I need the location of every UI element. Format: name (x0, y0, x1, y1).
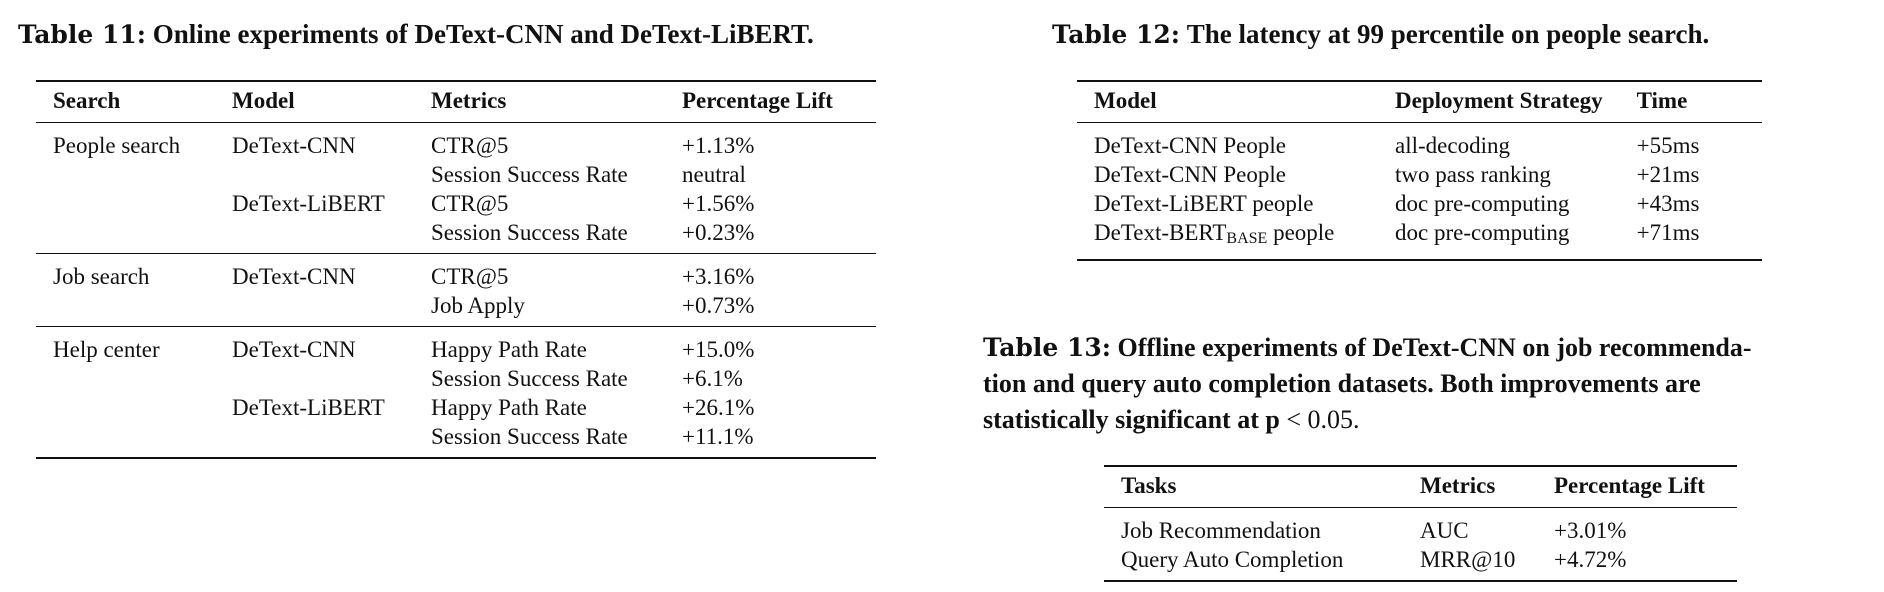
table-row (36, 160, 876, 189)
metric-cell: Session Success Rate (414, 218, 665, 254)
lift-cell: +1.56% (682, 191, 755, 216)
time-cell: +21ms (1636, 162, 1700, 187)
table-row (36, 422, 876, 458)
task-cell: Query Auto Completion (1104, 545, 1403, 581)
table11-header-search: Search (36, 81, 215, 123)
search-cell: Job search (53, 264, 150, 289)
table-row (1104, 508, 1737, 546)
table13-caption (983, 330, 1868, 438)
table13-caption-line-2: tion and query auto completion datasets. Both improvements are (983, 369, 1701, 398)
strategy-cell: doc pre-computing (1378, 218, 1620, 260)
table13-caption-line-1 (983, 330, 1868, 366)
model-cell: DeText-LiBERT people (1094, 191, 1314, 216)
lift-cell: +0.23% (665, 218, 876, 254)
lift-cell: +26.1% (682, 395, 755, 420)
table-row (36, 218, 876, 254)
table13-header-metrics: Metrics (1403, 466, 1537, 508)
metric-cell: Happy Path Rate (431, 395, 587, 420)
table-row (36, 364, 876, 393)
task-cell: Job Recommendation (1121, 518, 1321, 543)
lift-cell: +3.16% (682, 264, 755, 289)
table11-header-model: Model (215, 81, 414, 123)
table-row (36, 327, 876, 365)
metric-cell: MRR@10 (1403, 545, 1537, 581)
lift-cell: neutral (682, 162, 746, 187)
table-row (1077, 160, 1762, 189)
table13-caption-line-3 (983, 402, 1868, 438)
model-cell: DeText-CNN People (1094, 162, 1286, 187)
model-cell (215, 160, 414, 189)
search-cell (36, 393, 215, 422)
model-cell (215, 291, 414, 327)
table-row (1104, 545, 1737, 581)
table-row (1077, 189, 1762, 218)
table12 (1077, 80, 1762, 261)
table12-caption-text: The latency at 99 percentile on people search. (1186, 19, 1710, 49)
search-cell (36, 422, 215, 458)
lift-cell: +1.13% (682, 133, 755, 158)
metric-cell: Happy Path Rate (431, 337, 587, 362)
metric-cell: CTR@5 (431, 264, 509, 289)
model-cell (215, 218, 414, 254)
search-cell (36, 218, 215, 254)
time-cell: +43ms (1636, 191, 1700, 216)
table11 (36, 80, 876, 459)
table-row (36, 291, 876, 327)
table12-header-model: Model (1077, 81, 1378, 123)
table-row (36, 189, 876, 218)
table11-caption (18, 16, 814, 53)
table11-caption-text: Online experiments of DeText-CNN and DeText-LiBERT. (152, 19, 814, 49)
lift-cell: +11.1% (665, 422, 876, 458)
search-cell (36, 160, 215, 189)
table-row (1077, 123, 1762, 161)
model-subscript: BASE (1226, 230, 1268, 247)
model-prefix: DeText-BERT (1094, 220, 1227, 245)
metric-cell: Session Success Rate (431, 366, 628, 391)
model-cell (215, 422, 414, 458)
time-cell: +71ms (1620, 218, 1762, 260)
model-cell: DeText-LiBERT (232, 395, 385, 420)
lift-cell: +15.0% (682, 337, 755, 362)
table-row (1077, 218, 1762, 260)
strategy-cell: all-decoding (1395, 133, 1510, 158)
strategy-cell: two pass ranking (1395, 162, 1551, 187)
table13-caption-text-1: Offline experiments of DeText-CNN on job recommenda- (1117, 333, 1752, 362)
table11-label: Table 11: (18, 20, 147, 49)
table11-header-metrics: Metrics (414, 81, 665, 123)
search-cell: People search (53, 133, 181, 158)
table12-header-strategy: Deployment Strategy (1378, 81, 1620, 123)
table11-group-help (36, 327, 876, 459)
table12-label: Table 12: (1052, 20, 1181, 49)
table13 (1104, 465, 1737, 582)
table12-header-time: Time (1620, 81, 1762, 123)
table-row (36, 393, 876, 422)
model-cell: DeText-CNN (232, 133, 356, 158)
search-cell: Help center (53, 337, 160, 362)
search-cell (36, 189, 215, 218)
model-cell: DeText-CNN (232, 337, 356, 362)
search-cell (36, 291, 215, 327)
model-suffix: people (1267, 220, 1335, 245)
metric-cell: Job Apply (414, 291, 665, 327)
lift-cell: +0.73% (665, 291, 876, 327)
model-cell: DeText-CNN People (1094, 133, 1286, 158)
lift-cell: +6.1% (682, 366, 743, 391)
metric-cell: CTR@5 (431, 133, 509, 158)
table13-header-tasks: Tasks (1104, 466, 1403, 508)
table12-caption (1052, 16, 1709, 53)
table13-caption-text-3: statistically significant at p (983, 405, 1280, 434)
lift-cell: +4.72% (1537, 545, 1737, 581)
metric-cell: CTR@5 (431, 191, 509, 216)
table13-header-lift: Percentage Lift (1537, 466, 1737, 508)
search-cell (36, 364, 215, 393)
model-cell (215, 364, 414, 393)
metric-cell: Session Success Rate (414, 422, 665, 458)
lift-cell: +3.01% (1554, 518, 1627, 543)
strategy-cell: doc pre-computing (1395, 191, 1570, 216)
table-row (36, 123, 876, 161)
metric-cell: Session Success Rate (431, 162, 628, 187)
table13-label: Table 13: (983, 333, 1112, 362)
table11-group-people (36, 123, 876, 254)
model-cell: DeText-LiBERT (232, 191, 385, 216)
table11-header-lift: Percentage Lift (665, 81, 876, 123)
time-cell: +55ms (1636, 133, 1700, 158)
metric-cell: AUC (1420, 518, 1469, 543)
model-cell (1077, 218, 1378, 260)
table-row (36, 254, 876, 292)
table11-group-job (36, 254, 876, 327)
table13-caption-math: < 0.05. (1279, 405, 1360, 434)
model-cell: DeText-CNN (232, 264, 356, 289)
